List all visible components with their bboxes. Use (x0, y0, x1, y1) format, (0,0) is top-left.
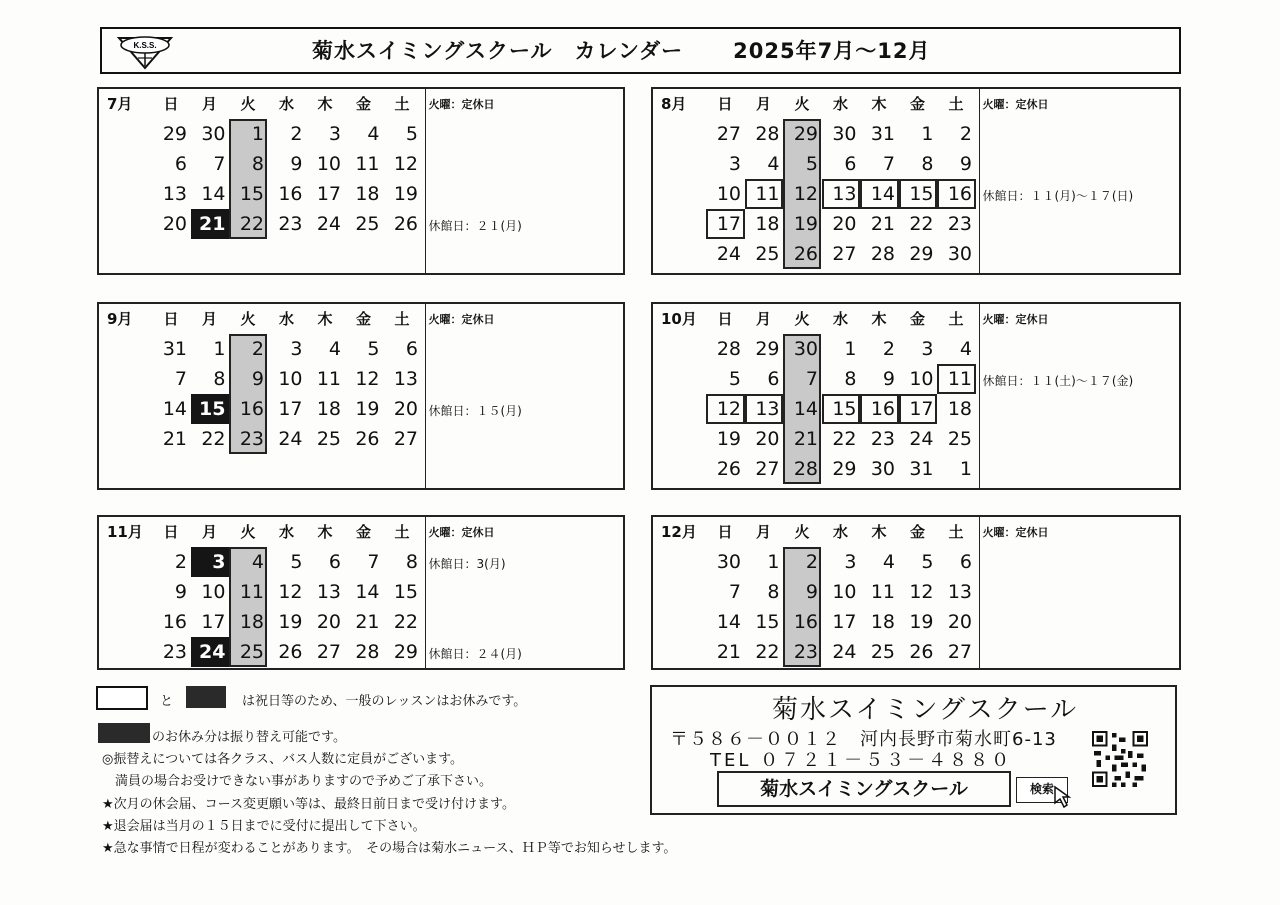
day-cell: 13 (316, 581, 341, 603)
search-keyword-box: 菊水スイミングスクール (717, 771, 1011, 807)
day-cell: 28 (716, 338, 741, 360)
day-cell: 13 (947, 581, 972, 603)
day-cell: 20 (393, 398, 418, 420)
day-cell: 25 (870, 641, 895, 663)
closed-day-label: 火曜：定休日 (428, 313, 495, 326)
page-title (312, 35, 930, 65)
day-cell: 24 (278, 428, 303, 450)
day-cell: 10 (278, 368, 303, 390)
day-cell: 10 (909, 368, 934, 390)
day-cell: 17 (832, 611, 857, 633)
day-cell: 30 (201, 123, 226, 145)
school-tel: TEL ０７２１－５３－４８８０ (710, 750, 1013, 771)
day-cell: 21 (870, 213, 895, 235)
day-cell: 15 (909, 183, 934, 205)
search-button[interactable]: 検索 (1016, 777, 1068, 803)
weekday-header: 木 (317, 523, 333, 541)
day-cell: 12 (355, 368, 380, 390)
day-cell: 1 (959, 458, 972, 480)
day-cell: 14 (355, 581, 380, 603)
day-cell: 1 (767, 551, 780, 573)
day-cell: 6 (405, 338, 418, 360)
day-cell: 5 (728, 368, 741, 390)
closure-note: 休館日：１１(土)～１７(金) (982, 374, 1134, 388)
day-cell: 8 (844, 368, 857, 390)
day-cell: 17 (909, 398, 934, 420)
weekday-header: 日 (717, 95, 733, 113)
day-cell: 14 (201, 183, 226, 205)
day-cell: 10 (716, 183, 741, 205)
day-cell: 8 (213, 368, 226, 390)
weekday-header: 金 (909, 523, 925, 541)
weekday-header: 火 (794, 523, 810, 541)
day-cell: 26 (909, 641, 934, 663)
month-calendar (97, 515, 625, 670)
day-cell: 3 (328, 123, 341, 145)
day-cell: 21 (783, 424, 821, 454)
weekday-header: 土 (394, 95, 410, 113)
day-cell: 23 (278, 213, 303, 235)
day-cell: 4 (328, 338, 341, 360)
day-cell: 22 (229, 209, 267, 239)
day-cell: 19 (278, 611, 303, 633)
day-cell: 13 (832, 183, 857, 205)
day-cell: 18 (870, 611, 895, 633)
day-cell: 16 (947, 183, 972, 205)
day-cell: 25 (947, 428, 972, 450)
weekday-header: 木 (871, 310, 887, 328)
weekday-header: 金 (909, 310, 925, 328)
day-cell: 5 (367, 338, 380, 360)
qr-code-icon (1092, 731, 1148, 787)
day-cell: 26 (716, 458, 741, 480)
day-cell: 17 (278, 398, 303, 420)
kss-logo-icon (116, 34, 174, 70)
legend-black-swatch-2 (98, 723, 150, 743)
weekday-header: 日 (163, 523, 179, 541)
day-cell: 25 (355, 213, 380, 235)
day-cell: 15 (393, 581, 418, 603)
month-label: 11月 (107, 523, 143, 541)
note-divider (425, 304, 426, 488)
weekday-header: 金 (355, 310, 371, 328)
day-cell: 7 (783, 364, 821, 394)
month-calendar (97, 302, 625, 490)
day-cell: 9 (290, 153, 303, 175)
weekday-header: 土 (948, 523, 964, 541)
day-cell: 2 (882, 338, 895, 360)
month-calendar (651, 515, 1181, 670)
legend-black-swatch (186, 686, 226, 708)
day-cell: 3 (728, 153, 741, 175)
day-cell: 3 (290, 338, 303, 360)
day-cell: 8 (229, 149, 267, 179)
closure-note: 休館日：２１(月) (428, 219, 522, 233)
day-cell: 16 (229, 394, 267, 424)
day-cell: 28 (355, 641, 380, 663)
weekday-header: 月 (201, 95, 217, 113)
day-cell: 18 (755, 213, 780, 235)
weekday-header: 土 (948, 95, 964, 113)
day-cell: 24 (716, 243, 741, 265)
month-label: 8月 (661, 95, 687, 113)
day-cell: 19 (355, 398, 380, 420)
day-cell: 27 (316, 641, 341, 663)
day-cell: 15 (229, 179, 267, 209)
day-cell: 3 (191, 547, 229, 577)
closed-day-label: 火曜：定休日 (982, 98, 1049, 111)
day-cell: 20 (162, 213, 187, 235)
day-cell: 29 (832, 458, 857, 480)
day-cell: 22 (393, 611, 418, 633)
logo-text: K.S.S. (133, 41, 157, 50)
day-cell: 11 (870, 581, 895, 603)
weekday-header: 火 (240, 310, 256, 328)
day-cell: 5 (783, 149, 821, 179)
day-cell: 17 (716, 213, 741, 235)
day-cell: 5 (921, 551, 934, 573)
day-cell: 21 (191, 209, 229, 239)
day-cell: 10 (201, 581, 226, 603)
legend-transfer-text: のお休み分は振り替え可能です。 (152, 730, 346, 745)
day-cell: 14 (716, 611, 741, 633)
day-cell: 15 (832, 398, 857, 420)
note-line: ★急な事情で日程が変わることがあります。 その場合は菊水ニュース、ＨＰ等でお知らせします。 (102, 841, 677, 856)
day-cell: 21 (162, 428, 187, 450)
day-cell: 11 (229, 577, 267, 607)
day-cell: 26 (355, 428, 380, 450)
day-cell: 4 (882, 551, 895, 573)
month-calendar (651, 302, 1181, 490)
legend-outline-swatch (96, 686, 148, 710)
day-cell: 9 (783, 577, 821, 607)
weekday-header: 水 (278, 310, 294, 328)
day-cell: 23 (947, 213, 972, 235)
month-calendar (651, 87, 1181, 275)
day-cell: 16 (783, 607, 821, 637)
day-cell: 18 (229, 607, 267, 637)
day-cell: 9 (959, 153, 972, 175)
day-cell: 23 (870, 428, 895, 450)
weekday-header: 木 (317, 95, 333, 113)
note-divider (979, 517, 980, 668)
cursor-icon (1052, 785, 1078, 809)
day-cell: 1 (921, 123, 934, 145)
day-cell: 7 (882, 153, 895, 175)
school-info-box (650, 685, 1177, 815)
day-cell: 3 (844, 551, 857, 573)
day-cell: 29 (162, 123, 187, 145)
day-cell: 4 (367, 123, 380, 145)
day-cell: 22 (755, 641, 780, 663)
day-cell: 8 (767, 581, 780, 603)
day-cell: 22 (832, 428, 857, 450)
weekday-header: 火 (240, 523, 256, 541)
weekday-header: 水 (832, 95, 848, 113)
school-name: 菊水スイミングスクール (772, 695, 1079, 725)
day-cell: 1 (213, 338, 226, 360)
weekday-header: 金 (355, 523, 371, 541)
day-cell: 23 (229, 424, 267, 454)
day-cell: 18 (316, 398, 341, 420)
day-cell: 26 (783, 239, 821, 269)
month-label: 7月 (107, 95, 133, 113)
day-cell: 8 (405, 551, 418, 573)
weekday-header: 水 (832, 310, 848, 328)
note-line: ◎振替えについては各クラス、バス人数に定員がございます。 (102, 752, 464, 767)
day-cell: 31 (909, 458, 934, 480)
day-cell: 7 (174, 368, 187, 390)
day-cell: 4 (959, 338, 972, 360)
day-cell: 25 (229, 637, 267, 667)
day-cell: 24 (832, 641, 857, 663)
title-main: 菊水スイミングスクール カレンダー (312, 39, 684, 63)
day-cell: 11 (355, 153, 380, 175)
day-cell: 13 (162, 183, 187, 205)
day-cell: 9 (882, 368, 895, 390)
day-cell: 20 (755, 428, 780, 450)
weekday-header: 日 (163, 95, 179, 113)
day-cell: 6 (328, 551, 341, 573)
day-cell: 30 (947, 243, 972, 265)
month-label: 10月 (661, 310, 697, 328)
day-cell: 24 (909, 428, 934, 450)
day-cell: 4 (229, 547, 267, 577)
day-cell: 13 (755, 398, 780, 420)
weekday-header: 水 (278, 523, 294, 541)
title-banner (100, 27, 1181, 74)
day-cell: 11 (755, 183, 780, 205)
day-cell: 9 (174, 581, 187, 603)
day-cell: 28 (755, 123, 780, 145)
day-cell: 28 (783, 454, 821, 484)
day-cell: 30 (832, 123, 857, 145)
day-cell: 20 (832, 213, 857, 235)
note-line: ★退会届は当月の１５日までに受付に提出して下さい。 (102, 819, 426, 834)
day-cell: 6 (767, 368, 780, 390)
weekday-header: 水 (832, 523, 848, 541)
day-cell: 11 (316, 368, 341, 390)
closed-day-label: 火曜：定休日 (428, 98, 495, 111)
day-cell: 2 (174, 551, 187, 573)
day-cell: 20 (316, 611, 341, 633)
day-cell: 2 (290, 123, 303, 145)
day-cell: 10 (832, 581, 857, 603)
day-cell: 15 (755, 611, 780, 633)
day-cell: 16 (870, 398, 895, 420)
note-line: 満員の場合お受けできない事がありますので予めご了承下さい。 (102, 774, 493, 789)
day-cell: 13 (393, 368, 418, 390)
note-line: ★次月の休会届、コース変更願い等は、最終日前日まで受け付けます。 (102, 797, 515, 812)
day-cell: 29 (755, 338, 780, 360)
weekday-header: 月 (201, 310, 217, 328)
day-cell: 28 (870, 243, 895, 265)
day-cell: 1 (229, 119, 267, 149)
day-cell: 18 (947, 398, 972, 420)
weekday-header: 日 (717, 523, 733, 541)
day-cell: 29 (393, 641, 418, 663)
day-cell: 19 (393, 183, 418, 205)
weekday-header: 土 (394, 310, 410, 328)
day-cell: 17 (201, 611, 226, 633)
day-cell: 31 (162, 338, 187, 360)
day-cell: 30 (783, 334, 821, 364)
day-cell: 17 (316, 183, 341, 205)
day-cell: 6 (174, 153, 187, 175)
day-cell: 23 (783, 637, 821, 667)
month-label: 9月 (107, 310, 133, 328)
day-cell: 24 (316, 213, 341, 235)
month-calendar (97, 87, 625, 275)
day-cell: 27 (947, 641, 972, 663)
day-cell: 6 (959, 551, 972, 573)
day-cell: 2 (783, 547, 821, 577)
weekday-header: 木 (871, 523, 887, 541)
day-cell: 14 (870, 183, 895, 205)
note-divider (425, 517, 426, 668)
day-cell: 29 (783, 119, 821, 149)
day-cell: 22 (201, 428, 226, 450)
day-cell: 25 (755, 243, 780, 265)
day-cell: 12 (716, 398, 741, 420)
weekday-header: 月 (755, 310, 771, 328)
weekday-header: 木 (317, 310, 333, 328)
weekday-header: 月 (201, 523, 217, 541)
note-divider (979, 304, 980, 488)
day-cell: 3 (921, 338, 934, 360)
legend-holiday-text: は祝日等のため、一般のレッスンはお休みです。 (242, 694, 527, 709)
note-divider (425, 89, 426, 273)
day-cell: 10 (316, 153, 341, 175)
weekday-header: 土 (948, 310, 964, 328)
school-address: 〒５８６－００１２ 河内長野市菊水町6-13 (670, 729, 1057, 750)
day-cell: 27 (393, 428, 418, 450)
day-cell: 21 (716, 641, 741, 663)
day-cell: 19 (909, 611, 934, 633)
weekday-header: 火 (794, 310, 810, 328)
day-cell: 21 (355, 611, 380, 633)
closure-note: 休館日：１５(月) (428, 404, 522, 418)
day-cell: 29 (909, 243, 934, 265)
month-label: 12月 (661, 523, 697, 541)
day-cell: 4 (767, 153, 780, 175)
day-cell: 5 (290, 551, 303, 573)
title-period: 2025年7月～12月 (733, 39, 931, 63)
day-cell: 12 (909, 581, 934, 603)
weekday-header: 月 (755, 95, 771, 113)
day-cell: 23 (162, 641, 187, 663)
day-cell: 12 (278, 581, 303, 603)
day-cell: 9 (229, 364, 267, 394)
day-cell: 30 (870, 458, 895, 480)
day-cell: 7 (728, 581, 741, 603)
closure-note: 休館日：２４(月) (428, 647, 522, 661)
day-cell: 7 (213, 153, 226, 175)
day-cell: 2 (959, 123, 972, 145)
day-cell: 5 (405, 123, 418, 145)
day-cell: 24 (191, 637, 229, 667)
day-cell: 7 (367, 551, 380, 573)
day-cell: 12 (393, 153, 418, 175)
day-cell: 11 (947, 368, 972, 390)
weekday-header: 水 (278, 95, 294, 113)
legend-and: と (160, 694, 174, 709)
day-cell: 15 (191, 394, 229, 424)
day-cell: 18 (355, 183, 380, 205)
day-cell: 16 (162, 611, 187, 633)
day-cell: 6 (844, 153, 857, 175)
day-cell: 12 (783, 179, 821, 209)
weekday-header: 木 (871, 95, 887, 113)
day-cell: 14 (783, 394, 821, 424)
weekday-header: 金 (355, 95, 371, 113)
day-cell: 30 (716, 551, 741, 573)
day-cell: 22 (909, 213, 934, 235)
day-cell: 1 (844, 338, 857, 360)
day-cell: 27 (755, 458, 780, 480)
closure-note: 休館日：１１(月)～１７(日) (982, 189, 1134, 203)
weekday-header: 火 (794, 95, 810, 113)
day-cell: 26 (278, 641, 303, 663)
day-cell: 19 (783, 209, 821, 239)
day-cell: 8 (921, 153, 934, 175)
day-cell: 19 (716, 428, 741, 450)
day-cell: 2 (229, 334, 267, 364)
day-cell: 20 (947, 611, 972, 633)
day-cell: 27 (716, 123, 741, 145)
closed-day-label: 火曜：定休日 (982, 313, 1049, 326)
weekday-header: 日 (163, 310, 179, 328)
weekday-header: 日 (717, 310, 733, 328)
weekday-header: 月 (755, 523, 771, 541)
closed-day-label: 火曜：定休日 (428, 526, 495, 539)
day-cell: 26 (393, 213, 418, 235)
day-cell: 31 (870, 123, 895, 145)
day-cell: 16 (278, 183, 303, 205)
day-cell: 27 (832, 243, 857, 265)
weekday-header: 金 (909, 95, 925, 113)
closure-note: 休館日：3(月) (428, 557, 506, 571)
day-cell: 25 (316, 428, 341, 450)
weekday-header: 火 (240, 95, 256, 113)
day-cell: 14 (162, 398, 187, 420)
closed-day-label: 火曜：定休日 (982, 526, 1049, 539)
note-divider (979, 89, 980, 273)
weekday-header: 土 (394, 523, 410, 541)
